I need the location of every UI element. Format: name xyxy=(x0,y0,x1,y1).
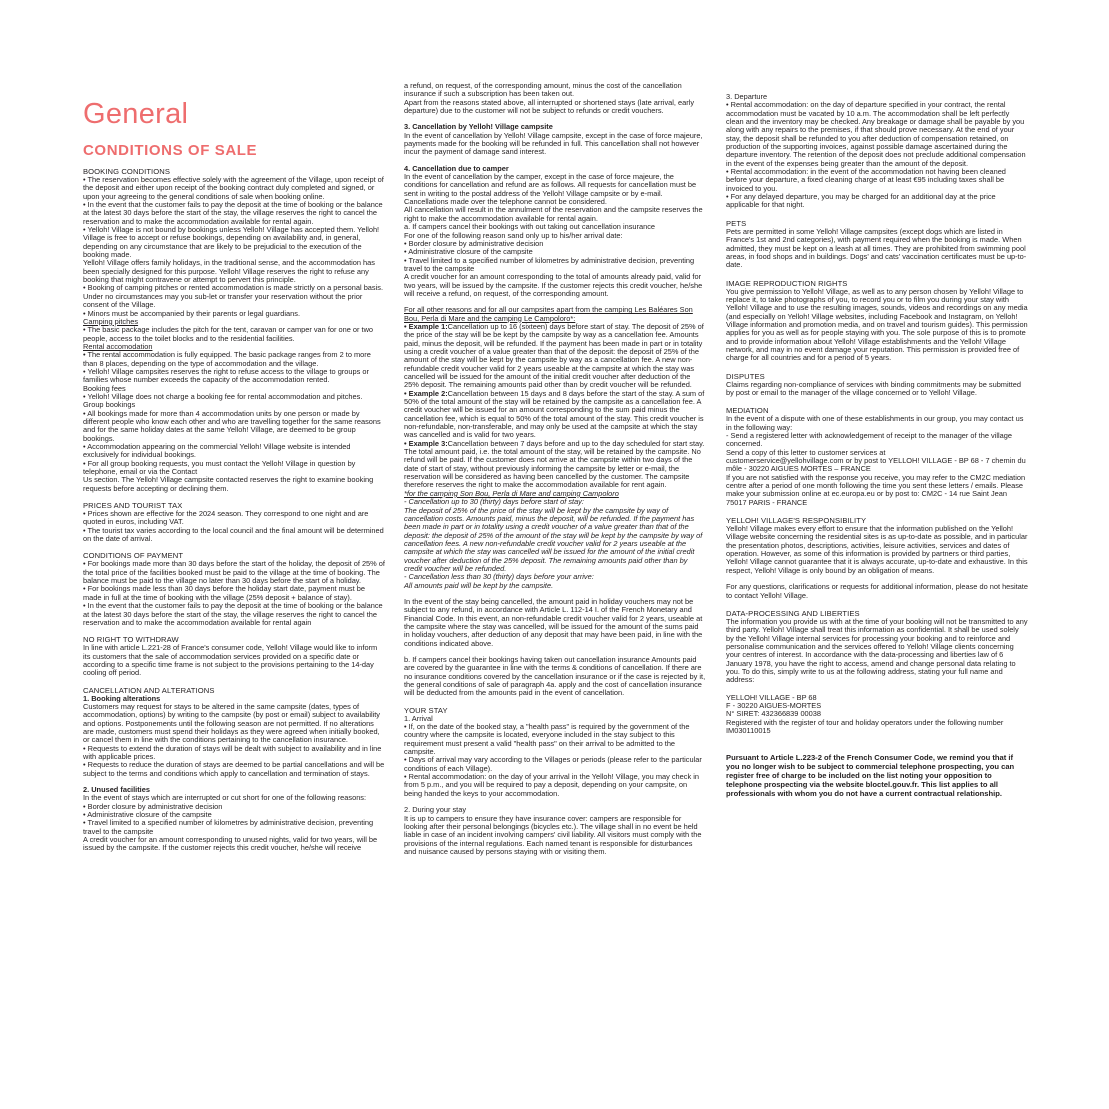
paragraph: For any questions, clarifications or requests for additional information, please do not hesitate to contact Yelloh! Village. xyxy=(726,582,1028,600)
paragraph: Claims regarding non-compliance of services with binding commitments may be submitted by post or email to the manager of the village concerned or to Yelloh! Village. xyxy=(726,379,1021,397)
paragraph: In the event of stays which are interrupted or cut short for one of the following reasons: xyxy=(83,793,367,803)
section-heading-withdraw: NO RIGHT TO WITHDRAW xyxy=(83,635,179,645)
paragraph: The information you provide us with at the time of your booking will not be transmitted to any third party. Yelloh! Village shall treat this information as confidential. It shall be used solely by the Yelloh! Village internal services for processing your booking and to reinforce and personalise communication and the services offered to Yelloh! Village clients concerning your centres of interest. In accordance with the data-processing and liberties law of 6 January 1978, you have the right to access, amend and change personal data relating to you. To do this, simply write to us at the following address, stating your full name and address: xyxy=(726,616,1028,685)
subheading-group-bookings: Group bookings xyxy=(83,400,136,410)
paragraph: • The tourist tax varies according to the local council and the final amount will be determined on the date of arrival. xyxy=(83,525,384,544)
paragraph: • Travel limited to a specified number of kilometres by administrative decision, preventing travel to the campsite xyxy=(83,818,374,836)
paragraph: • Requests to extend the duration of stays will be dealt with subject to availability and in line with applicable prices. xyxy=(83,743,382,761)
paragraph: • Rental accommodation: in the event of the accommodation not having been cleaned before your departure, a fixed cleaning charge of at least €95 including taxes shall be invoiced to you. xyxy=(726,167,1006,193)
paragraph: Apart from the reasons stated above, all interrupted or shortened stays (late arrival, early departure) due to the customer will not be subject to refunds or credit vouchers. xyxy=(404,97,695,116)
subheading-special-campsites: *for the camping Son Bou, Perla di Mare and camping Campoloro xyxy=(404,488,619,498)
paragraph: For one of the following reason sand only up to his/her arrival date: xyxy=(404,230,623,240)
example-label: • Example 3: xyxy=(404,438,448,448)
consumer-code-notice: Pursuant to Article L.223-2 of the French Consumer Code, we remind you that if you no longer wish to be subject to commercial telephone prospecting, you can register free of charge to be included on the list noting your opposition to telephone prospecting via the website bloctel.gouv.fr. This list applies to all professionals with whom you do not have a current contractual relationship. xyxy=(726,753,1015,799)
section-heading-responsibility: YELLOH! VILLAGE'S RESPONSIBILITY xyxy=(726,516,867,526)
paragraph: - Send a registered letter with acknowledgement of receipt to the manager of the village concerned. xyxy=(726,431,1012,449)
section-heading-data-processing: DATA-PROCESSING AND LIBERTIES xyxy=(726,608,860,618)
paragraph-example-2 xyxy=(404,390,706,440)
address-line: N° SIRET: 432366839 00038 xyxy=(726,709,821,719)
paragraph: • Administrative closure of the campsite xyxy=(83,810,212,820)
paragraph-example-1 xyxy=(404,323,706,390)
section-heading-disputes: DISPUTES xyxy=(726,371,765,381)
paragraph: If you are not satisfied with the response you receive, you may refer to the CM2C mediation centre after a period of one month following the time you sent these letters / emails. Please make your submission online at ec.europa.eu or by post to: CM2C - 14 rue Saint Jean 75017 PARIS - FRANCE xyxy=(726,472,1026,507)
subheading-during-stay: 2. During your stay xyxy=(404,805,467,815)
section-heading-cancellation: CANCELLATION AND ALTERATIONS xyxy=(83,685,215,695)
paragraph: • Requests to reduce the duration of stays are deemed to be partial cancellations and will be subject to the terms and conditions which apply to cancellation and termination of stays. xyxy=(83,760,385,778)
paragraph: Yelloh! Village makes every effort to ensure that the information published on the Yelloh! Village website concerning the residential sites is as up-to-date as possible, and in particular the presentation photos, descriptions, activities, leisure activities, services and dates of operation. However, as some of this information is provided by partners or third parties, Yelloh! Village cannot guarantee that it is always accurate, up-to-date and exhaustive. In this respect, Yelloh! Village is only bound by an obligation of means. xyxy=(726,524,1028,575)
section-heading-image-rights: IMAGE REPRODUCTION RIGHTS xyxy=(726,278,848,288)
paragraph: a. If campers cancel their bookings with out taking out cancellation insurance xyxy=(404,222,656,232)
subheading-camping-pitches: Camping pitches xyxy=(83,316,139,326)
address-line: F - 30220 AIGUES-MORTES xyxy=(726,700,822,710)
address-line: YELLOH! VILLAGE - BP 68 xyxy=(726,692,817,702)
example-label: • Example 2: xyxy=(404,388,448,398)
paragraph: • Rental accommodation: on the day of your arrival in the Yelloh! Village, you may check in from 5 p.m., and you will be required to pay a deposit, depending on your campsite, on being handed the keys to your accommodation. xyxy=(404,772,699,798)
page-title: General xyxy=(83,98,189,130)
paragraph: Customers may request for stays to be altered in the same campsite (dates, types of accommodation, options) by writing to the campsite (by post or email) subject to availability and options. Postponements until the following season are not permitted. If no alterations are made, customers must spend their holidays as they were agreed when initially booked, or cancel them in line with the conditions pertaining to the cancellation insurance. xyxy=(83,701,380,745)
section-heading-pets: PETS xyxy=(726,218,747,228)
address-line: Registered with the register of tour and holiday operators under the following number IM030110015 xyxy=(726,717,1004,735)
paragraph: • Rental accommodation: on the day of departure specified in your contract, the rental accommodation must be vacated by 10 a.m. The accommodation shall be left perfectly clean and the inventory may be checked. Any breakage or damage shall be payable by you along with any repairs to the premises, if that should prove necessary. At the end of your stay, the deposit shall be refunded to you after deduction of compensation retained, on production of the supporting invoices, against possible damage ascertained during the departure inventory. The retention of the deposit does not preclude additional compensation in the event of the expenses being greater than the amount of the deposit. xyxy=(726,100,1026,168)
paragraph: The deposit of 25% of the price of the stay will be kept by the campsite by way of cancellation costs. Amounts paid, minus the deposit, will be refunded. If the payment has been made in part or in totality using a credit voucher of a value greater than that of the deposit: the deposit of 25% of the amount of the stay will be kept by the campsite by way of cancellation fees. A new non-refundable credit voucher valid for 2 years useable at the campsite at which the stay was cancelled will be issued for the amount of the initial credit voucher after deduction of the 25% deposit. The remaining amounts paid other than by credit voucher will be refunded. xyxy=(404,505,703,573)
paragraph: • For bookings made less than 30 days before the holiday start date, payment must be made in full at the time of booking with the village (25% deposit + balance of stay). xyxy=(83,584,365,602)
column-3 xyxy=(726,93,1028,798)
paragraph: Us section. The Yelloh! Village campsite contacted reserves the right to examine booking requests before accepting or declining them. xyxy=(83,475,374,493)
paragraph: In the event of cancellation by the camper, except in the case of force majeure, the conditions for cancellation and refund are as follows. All requests for cancellation must be sent in writing to the postal address of the Yelloh! Village campsite or by e-mail. Cancellations made over the telephone cannot be considered. xyxy=(404,172,697,207)
paragraph: Pets are permitted in some Yelloh! Village campsites (except dogs which are listed in France's 1st and 2nd categories), with payment required when the booking is made. When admitted, they must be kept on a leash at all times. They are prohibited from swimming pool areas, in food shops and in buildings. Dogs' and cats' vaccination certificates must be up-to-date. xyxy=(726,226,1027,270)
section-heading-payment: CONDITIONS OF PAYMENT xyxy=(83,551,184,561)
paragraph: • If, on the date of the booked stay, a "health pass" is required by the government of the country where the campsite is located, everyone included in the stay subject to this requirement must present a valid "health pass" on their arrival to be admitted to the campsite. xyxy=(404,722,690,757)
paragraph: • Travel limited to a specified number of kilometres by administrative decision, preventing travel to the campsite xyxy=(404,255,695,273)
paragraph: • Prices shown are effective for the 2024 season. They correspond to one night and are quoted in euros, including VAT. xyxy=(83,509,369,527)
paragraph: All amounts paid will be kept by the campsite. xyxy=(404,580,554,590)
paragraph: • Border closure by administrative decision xyxy=(83,801,223,811)
section-heading-mediation: MEDIATION xyxy=(726,406,769,416)
paragraph: • Yelloh! Village campsites reserves the right to refuse access to the village to groups or families whose number exceeds the capacity of the accommodation rented. xyxy=(83,366,369,385)
subheading-cancellation-by-village: 3. Cancellation by Yelloh! Village campsite xyxy=(404,122,553,132)
paragraph: • For any delayed departure, you may be charged for an additional day at the price applicable for that night. xyxy=(726,192,996,210)
example-text: Cancellation up to 16 (sixteen) days before start of stay. The deposit of 25% of the price of the stay will be be kept by the campsite by way as a cancellation fee. Amounts paid, minus the deposit, will be refunded. If the payment has been made in part or in totality using a credit voucher of a value greater than that of the deposit: the deposit of 25% of the amount of the stay will be kept by the campsite by way as a cancellation fee. A new non-refundable credit voucher valid for 2 years useable at the campsite at which the stay was cancelled will be issued for the amount of the initial credit voucher after deduction of the 25% deposit. The remaining amounts paid other than by credit voucher will be refunded. xyxy=(404,321,704,390)
paragraph: • The basic package includes the pitch for the tent, caravan or camper van for one or two people, access to the toilet blocks and to the residential facilities. xyxy=(83,325,374,343)
paragraph-other-reasons: For all other reasons and for all our campsites apart from the camping Les Baléares Son Bou, Perla di Mare and the camping Le Campoloro*: xyxy=(404,305,693,323)
section-heading-your-stay: YOUR STAY xyxy=(404,705,448,715)
section-heading-prices: PRICES AND TOURIST TAX xyxy=(83,501,183,511)
subheading-rental: Rental accomodation xyxy=(83,341,153,351)
subheading-cancellation-by-camper: 4. Cancellation due to camper xyxy=(404,163,509,173)
paragraph: - Cancellation up to 30 (thirty) days before start of stay: xyxy=(404,497,584,507)
subheading-booking-fees: Booking fees xyxy=(83,383,126,393)
paragraph: • The reservation becomes effective solely with the agreement of the Village, upon receipt of the deposit and either upon receipt of the booking contract duly completed and signed, or upon your agreeing to the general conditions of sale when booking online. xyxy=(83,175,384,201)
paragraph: • Accommodation appearing on the commercial Yelloh! Village website is intended exclusively for individual bookings. xyxy=(83,442,351,460)
paragraph: • Days of arrival may vary according to the Villages or periods (please refer to the particular conditions of each Village). xyxy=(404,755,702,773)
paragraph: You give permission to Yelloh! Village, as well as to any person chosen by Yelloh! Village to replace it, to take photographs of you, to record you or to film you during your stay with Yelloh! Village and to use the resulting images, sounds, videos and recordings on any media (and especially on Yelloh! Village websites, including Facebook and Instagram, on Yelloh! Village information and promotion media, and on travel and tourism guides). This permission applies for you as well as for people staying with you. The sole purpose of this is to promote and to provide information about Yelloh! Village establishments and the Yelloh! Village network, and may in no event damage your reputation. This permission is provided free of charge for all countries and for a period of 5 years. xyxy=(726,286,1028,363)
page-subtitle: CONDITIONS OF SALE xyxy=(83,142,258,159)
paragraph: Yelloh! Village offers family holidays, in the traditional sense, and the accommodation has been specially designed for this purpose. Yelloh! Village reserves the right to refuse any booking that might contravene or attempt to pervert this principle. xyxy=(83,258,375,285)
example-text: Cancellation between 15 days and 8 days before the start of the stay. A sum of 50% of the total amount of the stay will be retained by the campsite as a cancellation fee. A credit voucher will be issued for an amount corresponding to the sum paid minus the cancellation fee, which is equal to 50% of the total amount of the stay. This credit voucher is non-refundable, non-transferable, and may only be used at the campsite at which the stay was cancelled and is valid for two years. xyxy=(404,388,705,440)
paragraph: a refund, on request, of the corresponding amount, minus the cost of the cancellation insurance if such a subscription has been taken out. xyxy=(404,81,682,99)
section-heading-booking: BOOKING CONDITIONS xyxy=(83,167,171,176)
column-1 xyxy=(83,0,385,853)
paragraph: customerservice@yellohvillage.com or by post to YELLOH! VILLAGE - BP 68 - 7 chemin du môle - 30220 AIGUES MORTES – FRANCE xyxy=(726,456,1026,474)
example-text: Cancellation between 7 days before and up to the day scheduled for start stay. The total amount paid, i.e. the total amount of the stay, will be retained by the campsite. No refund will be paid. If the customer does not arrive at the campsite within two days of the date of start of stay, without previously informing the campsite by letter or e-mail, the reservation will be considered as having been cancelled by the customer. The campsite therefore reserves the right to make the accommodation available for rent again. xyxy=(404,438,705,490)
paragraph: • Booking of camping pitches or rented accommodation is made strictly on a personal basis. Under no circumstances may you sub-let or transfer your reservation without the prior consent of the Village. xyxy=(83,283,384,310)
subheading-unused-facilities: 2. Unused facilities xyxy=(83,785,150,794)
column-2 xyxy=(404,82,706,856)
paragraph: • For bookings made more than 30 days before the start of the holiday, the deposit of 25% of the total price of the facilities booked must be paid to the village at the time of booking. The balance must be paid to the village no later than 30 days before the start of a holiday. xyxy=(83,559,385,586)
paragraph: • Border closure by administrative decision xyxy=(404,238,544,248)
subheading-booking-alterations: 1. Booking alterations xyxy=(83,693,161,703)
paragraph: It is up to campers to ensure they have insurance cover: campers are responsible for looking after their personal belongings (bicycles etc.). The village shall in no event be held liable in case of an incident involving campers' civil liability. All visitors must comply with the provisions of the internal regulations. Each named tenant is responsible for disturbances and nuisance caused by persons staying with or visiting them. xyxy=(404,813,702,856)
paragraph: All cancellation will result in the annulment of the reservation and the campsite reserves the right to make the accommodation available for rental again. xyxy=(404,205,703,223)
paragraph: • In the event that the customer fails to pay the deposit at the time of booking or the balance at the latest 30 days before the start of the stay, the village reserves the right to cancel the reservation and to make the accommodation available for rental again xyxy=(83,601,383,627)
example-label: • Example 1: xyxy=(404,321,448,331)
paragraph: In the event of the stay being cancelled, the amount paid in holiday vouchers may not be subject to any refund, in accordance with Article L. 112-14 I. of the French Monetary and Financial Code. In this event, an non-refundable credit voucher valid for 2 years, useable at the campsite where the stay was cancelled, will be issued for the amount of the sums paid in holiday vouchers, after deduction of any deposit that may have been paid, in line with the conditions indicated above. xyxy=(404,596,703,648)
paragraph: • All bookings made for more than 4 accommodation units by one person or made by different people who know each other and who are travelling together for the same reasons and for the same holiday dates at the same Yelloh! Village, are deemed to be group bookings. xyxy=(83,408,381,443)
paragraph: A credit voucher for an amount corresponding to unused nights, valid for two years, will be issued by the campsite. If the customer rejects this credit voucher, he/she will receive xyxy=(83,835,378,853)
paragraph: In the event of cancellation by Yelloh! Village campsite, except in the case of force majeure, payments made for the booking will be refunded in full. This cancellation shall not however incur the payment of damage sand interest. xyxy=(404,130,703,157)
paragraph: • Administrative closure of the campsite xyxy=(404,247,533,257)
paragraph: Send a copy of this letter to customer services at xyxy=(726,447,886,457)
paragraph: b. If campers cancel their bookings having taken out cancellation insurance Amounts paid are covered by the guarantee in line with the terms & conditions of cancellation. If there are no insurance conditions covered by the cancellation insurance or if the case is rejected by it, the general conditions of sale of paragraph 4a. apply and the cost of cancellation insurance will be deducted from the amounts paid in the event of cancellation. xyxy=(404,655,706,698)
paragraph: • In the event that the customer fails to pay the deposit at the time of booking or the balance at the latest 30 days before the start of the stay, the village reserves the right to cancel the reservation and to make the accommodation available for rental again. xyxy=(83,200,383,226)
paragraph: - Cancellation less than 30 (thirty) days before your arrive: xyxy=(404,572,594,582)
paragraph: • The rental accommodation is fully equipped. The basic package ranges from 2 to more than 8 places, depending on the type of accommodation and the village. xyxy=(83,350,371,368)
paragraph: • Yelloh! Village does not charge a booking fee for rental accommodation and pitches. xyxy=(83,391,363,401)
paragraph: • For all group booking requests, you must contact the Yelloh! Village in question by telephone, email or via the Contact xyxy=(83,458,356,477)
paragraph-example-3 xyxy=(404,440,706,490)
subheading-departure: 3. Departure xyxy=(726,92,768,101)
subheading-arrival: 1. Arrival xyxy=(404,713,433,723)
paragraph: • Minors must be accompanied by their parents or legal guardians. xyxy=(83,308,301,318)
paragraph: In line with article L.221-28 of France's consumer code, Yelloh! Village would like to inform its customers that the sale of accommodation services provided on a specific date or according to a specific time frame is not subject to the provisions pertaining to the 14-day cooling off period. xyxy=(83,643,378,678)
paragraph: A credit voucher for an amount corresponding to the total of amounts already paid, valid for two years, will be issued by the campsite. If the customer rejects this credit voucher, he/she will receive a refund, on request, of the corresponding amount. xyxy=(404,272,703,298)
paragraph: • Yelloh! Village is not bound by bookings unless Yelloh! Village has accepted them. Yelloh! Village is free to accept or refuse bookings, depending on availability and, in general, depending on any circumstance that are likely to be prejudicial to the execution of the booking made. xyxy=(83,225,380,260)
paragraph: In the event of a dispute with one of these establishments in our group, you may contact us in the following way: xyxy=(726,414,1024,432)
